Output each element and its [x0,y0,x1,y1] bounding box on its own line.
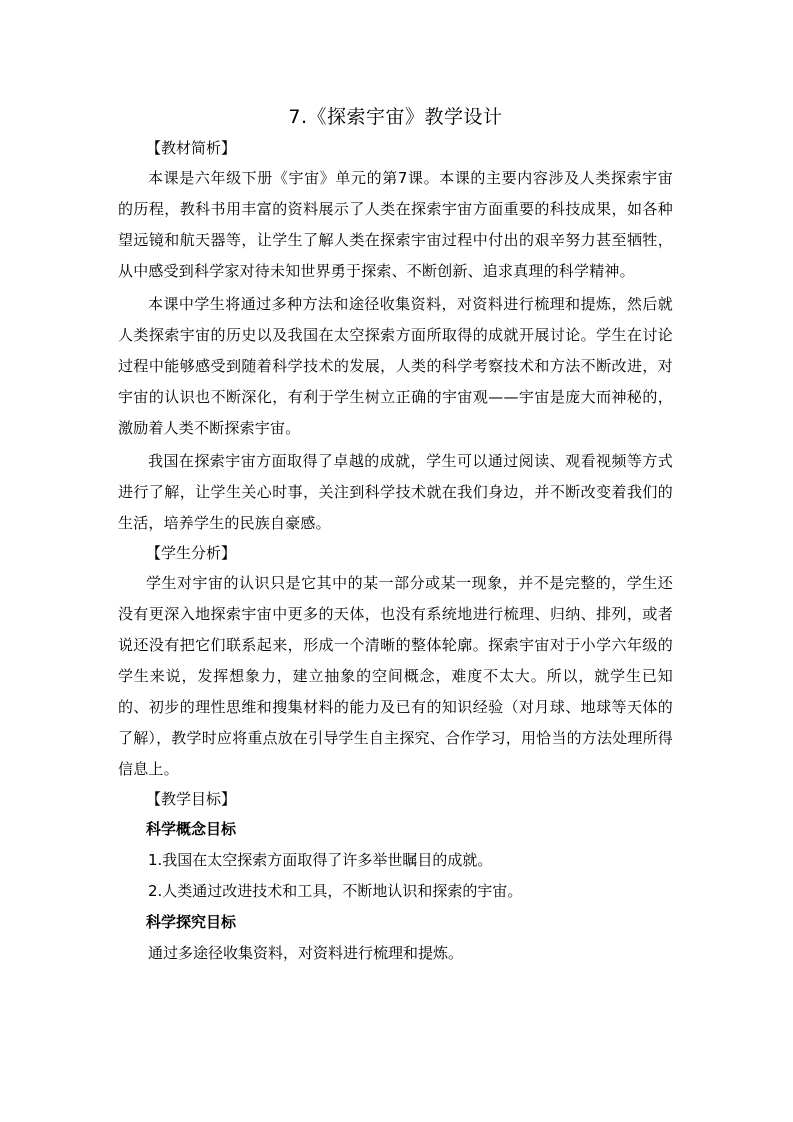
paragraph: 本课是六年级下册《宇宙》单元的第7课。本课的主要内容涉及人类探索宇宙的历程，教科书用丰富的资料展示了人类在探索宇宙方面重要的科技成果，如各种望远镜和航天器等，让学生了解人类在探索宇宙过程中付出的艰辛努力甚至牺牲，从中感受到科学家对待未知世界勇于探索、不断创新、追求真理的科学精神。 [118,169,673,280]
section-heading-student-analysis: 【学生分析】 [146,544,237,562]
document-body [118,100,673,969]
section-heading-teaching-goals: 【教学目标】 [146,790,237,808]
list-item: 通过多途径收集资料，对资料进行梳理和提炼。 [148,944,464,962]
paragraph: 我国在探索宇宙方面取得了卓越的成就，学生可以通过阅读、观看视频等方式进行了解，让学生关心时事，关注到科学技术就在我们身边，并不断改变着我们的生活，培养学生的民族自豪感。 [118,452,673,532]
document-title: 7.《探索宇宙》教学设计 [288,106,503,128]
sub-heading-concept-goals: 科学概念目标 [146,820,237,838]
list-item: 1.我国在太空探索方面取得了许多举世瞩目的成就。 [148,851,493,869]
section-heading-textbook-analysis: 【教材简析】 [146,139,237,157]
paragraph: 本课中学生将通过多种方法和途径收集资料，对资料进行梳理和提炼，然后就人类探索宇宙的历史以及我国在太空探索方面所取得的成就开展讨论。学生在讨论过程中能够感受到随着科学技术的发展，人类的科学考察技术和方法不断改进，对宇宙的认识也不断深化，有利于学生树立正确的宇宙观——宇宙是庞大而神秘的，激励着人类不断探索宇宙。 [118,295,673,437]
sub-heading-inquiry-goals: 科学探究目标 [146,913,237,931]
paragraph: 学生对宇宙的认识只是它其中的某一部分或某一现象，并不是完整的，学生还没有更深入地探索宇宙中更多的天体，也没有系统地进行梳理、归纳、排列，或者说还没有把它们联系起来，形成一个清晰的整体轮廓。探索宇宙对于小学六年级的学生来说，发挥想象力，建立抽象的空间概念，难度不太大。所以，就学生已知的、初步的理性思维和搜集材料的能力及已有的知识经验（对月球、地球等天体的了解），教学时应将重点放在引导学生自主探究、合作学习，用恰当的方法处理所得信息上。 [118,574,673,778]
list-item: 2.人类通过改进技术和工具，不断地认识和探索的宇宙。 [148,882,523,900]
